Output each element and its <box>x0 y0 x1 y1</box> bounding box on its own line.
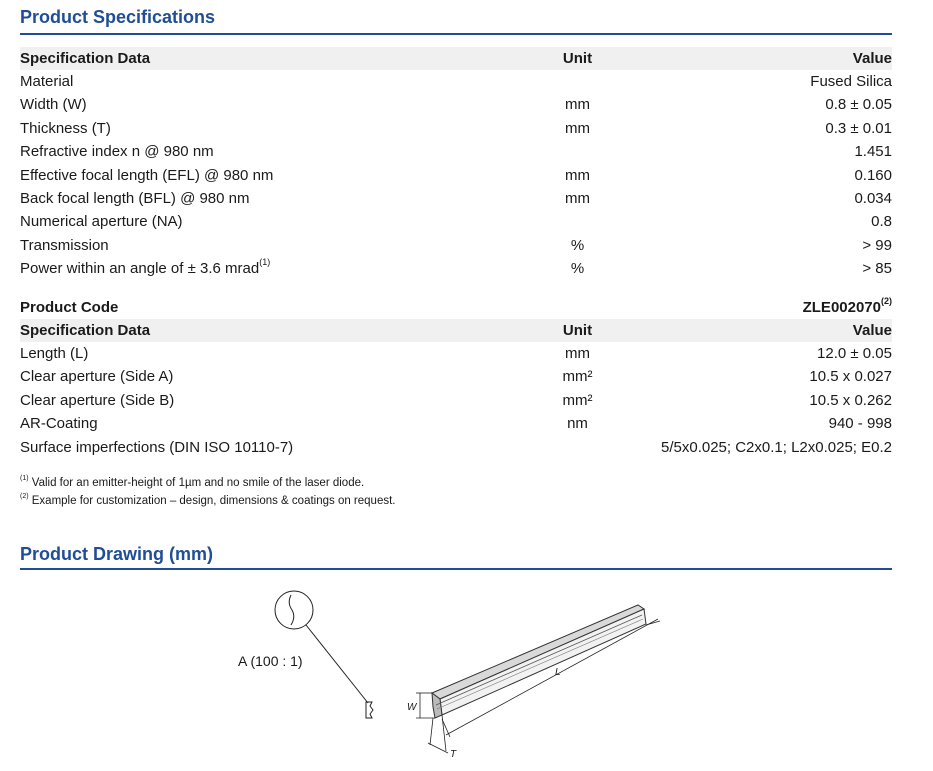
spec-row-label-text: Numerical aperture (NA) <box>20 213 183 231</box>
spec-row <box>20 117 892 140</box>
spec-row <box>20 187 892 210</box>
specs-title: Product Specifications <box>20 7 216 27</box>
product-row-unit: mm² <box>562 391 593 409</box>
spec-row-value: > 99 <box>862 236 892 254</box>
spec-row-value: 0.8 <box>871 213 892 231</box>
product-row-unit: nm <box>567 415 588 433</box>
spec-row-value: 0.3 ± 0.01 <box>825 119 892 137</box>
spec-header-row <box>20 47 892 70</box>
spec-row-value: 1.451 <box>854 143 892 161</box>
footnote-2 <box>20 493 396 510</box>
specs-title-rule <box>20 33 892 35</box>
product-code-footnote-mark: (2) <box>881 296 892 306</box>
product-code-value: ZLE002070 <box>802 299 881 316</box>
spec-row-label-text: Effective focal length (EFL) @ 980 nm <box>20 166 274 184</box>
spec-header-row-label <box>20 47 150 70</box>
spec-row <box>20 210 892 233</box>
footnote-2-text: Example for customization – design, dimensions & coatings on request. <box>31 495 396 507</box>
spec-row-label <box>20 234 109 257</box>
detail-profile <box>289 595 294 625</box>
spec-row-unit: % <box>570 236 585 254</box>
product-row-value: 10.5 x 0.262 <box>809 391 892 409</box>
spec-row-label <box>20 140 214 163</box>
product-row-label-text: Clear aperture (Side B) <box>20 391 175 409</box>
lens-body <box>432 605 646 718</box>
footnote-2-mark: (2) <box>20 493 29 501</box>
spec-header-row-value: Value <box>852 50 892 67</box>
spec-row-label <box>20 210 183 233</box>
product-row-value: 12.0 ± 0.05 <box>817 345 892 362</box>
product-header-row <box>20 319 892 342</box>
spec-row-unit: mm <box>565 166 590 184</box>
product-row-unit: mm <box>565 345 590 362</box>
spec-header-row-unit: Unit <box>562 50 593 67</box>
product-row <box>20 365 892 388</box>
product-row-label <box>20 389 174 412</box>
drawing-title-rule <box>20 568 892 570</box>
spec-row-label-text: Material <box>20 73 74 90</box>
footnote-1-mark: (1) <box>20 475 29 483</box>
footnote-1-text: Valid for an emitter-height of 1µm and no smile of the laser diode. <box>31 477 365 489</box>
spec-row <box>20 234 892 257</box>
spec-row-value: 0.8 ± 0.05 <box>825 96 892 114</box>
spec-row <box>20 257 892 280</box>
spec-row-label-text: Thickness (T) <box>20 119 111 137</box>
spec-row-unit: mm <box>565 190 590 207</box>
product-drawing <box>200 575 680 765</box>
spec-row-value: > 85 <box>862 260 892 278</box>
product-row <box>20 389 892 412</box>
spec-row <box>20 70 892 93</box>
spec-row-label <box>20 70 73 93</box>
product-row-value: 5/5x0.025; C2x0.1; L2x0.025; E0.2 <box>661 438 892 456</box>
spec-row <box>20 93 892 116</box>
product-row-label <box>20 436 293 459</box>
detail-marker <box>366 702 373 718</box>
spec-row-value: 0.034 <box>854 190 892 207</box>
product-row-label-text: Surface imperfections (DIN ISO 10110-7) <box>20 438 294 456</box>
spec-row-label-text: Refractive index n @ 980 nm <box>20 143 214 161</box>
spec-row <box>20 140 892 163</box>
product-row-unit: mm² <box>562 368 593 386</box>
product-header-row-value: Value <box>852 322 892 339</box>
spec-row-label-text: Transmission <box>20 236 109 254</box>
product-header-row-label-text: Specification Data <box>20 322 151 339</box>
product-row <box>20 412 892 435</box>
product-row-label-text: Length (L) <box>20 345 89 362</box>
drawing-title: Product Drawing (mm) <box>20 544 214 564</box>
product-header-row-unit: Unit <box>562 322 593 339</box>
product-row-value: 10.5 x 0.027 <box>809 368 892 386</box>
spec-row-label <box>20 164 273 187</box>
detail-leader-line <box>306 625 368 703</box>
spec-row-label <box>20 257 270 280</box>
product-code-row <box>20 296 892 319</box>
product-header-row-label <box>20 319 150 342</box>
spec-row-unit: % <box>570 260 585 278</box>
spec-row-label <box>20 93 87 116</box>
spec-row-value: Fused Silica <box>810 73 892 90</box>
detail-circle <box>275 591 313 629</box>
spec-row-footnote-mark: (1) <box>259 257 271 268</box>
product-code-value-wrap <box>803 296 892 319</box>
footnote-1 <box>20 475 364 492</box>
product-code-label: Product Code <box>20 299 119 316</box>
spec-row <box>20 164 892 187</box>
product-row-label <box>20 342 88 365</box>
dim-t-label: T <box>450 749 457 760</box>
product-row-label <box>20 365 173 388</box>
spec-row-value: 0.160 <box>854 166 892 184</box>
spec-row-label-text: Width (W) <box>20 96 87 114</box>
detail-label: A (100 : 1) <box>238 653 303 669</box>
product-row <box>20 342 892 365</box>
spec-row-label-text: Power within an angle of ± 3.6 mrad <box>20 260 260 278</box>
spec-row-label <box>20 117 111 140</box>
spec-row-unit: mm <box>565 96 590 114</box>
spec-row-label <box>20 187 250 210</box>
product-row <box>20 436 892 459</box>
product-row-label-text: AR-Coating <box>20 415 98 433</box>
spec-header-row-label-text: Specification Data <box>20 50 151 67</box>
dim-w-label: W <box>407 702 417 713</box>
spec-row-unit: mm <box>565 119 590 137</box>
spec-row-label-text: Back focal length (BFL) @ 980 nm <box>20 190 250 207</box>
product-row-label <box>20 412 98 435</box>
product-row-label-text: Clear aperture (Side A) <box>20 368 174 386</box>
product-row-value: 940 - 998 <box>828 415 892 433</box>
dim-l-label: L <box>555 667 561 678</box>
